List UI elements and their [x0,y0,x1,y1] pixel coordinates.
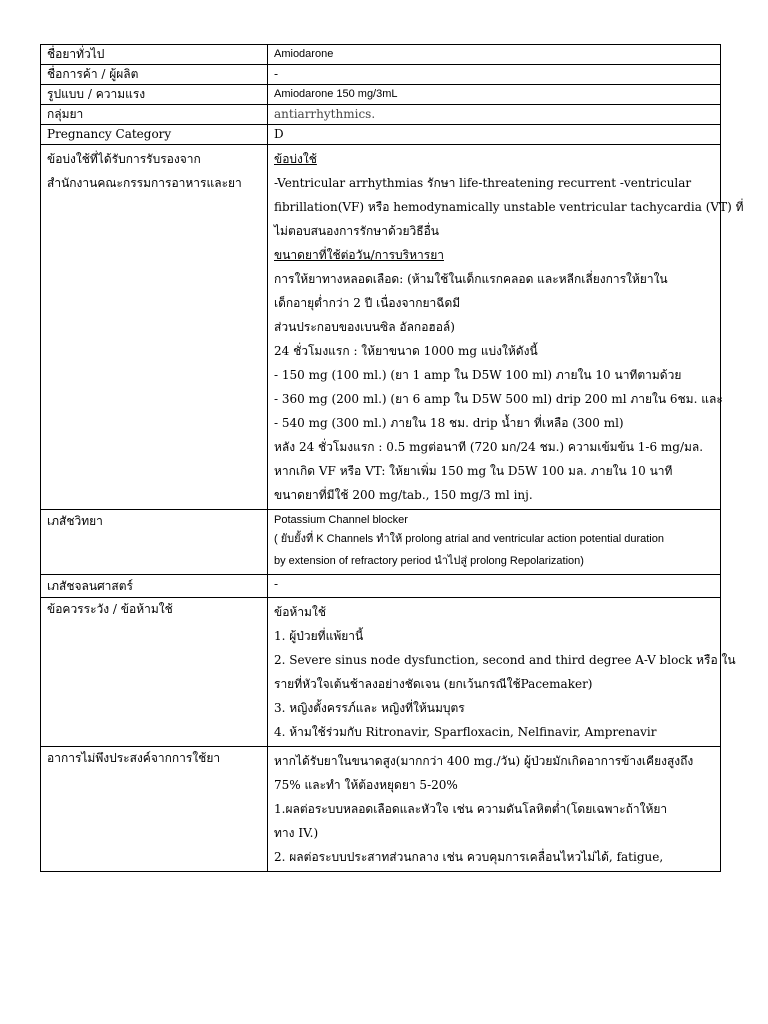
contraindication-line: 4. ห้ามใช้ร่วมกับ Ritronavir, Sparfloxacin, Nelfinavir, Amprenavir [274,725,657,739]
row-pregnancy [41,125,721,145]
dosage-form-value: Amiodarone 150 mg/3mL [268,85,721,105]
pregnancy-label: Pregnancy Category [41,125,268,145]
dose-heading: ขนาดยาที่ใช้ต่อวัน/การบริหารยา [274,248,444,262]
adverse-effect-line: 75% และทำ ให้ต้องหยุดยา 5-20% [274,778,458,792]
contraindications-value [268,598,736,747]
indications-label-line: สำนักงานคณะกรรมการอาหารและยา [47,176,242,190]
trade-name-label: ชื่อการค้า / ผู้ผลิต [41,65,268,85]
dose-line: การให้ยาทางหลอดเลือด: (ห้ามใช้ในเด็กแรกคลอด และหลีกเลี่ยงการให้ยาใน [274,272,668,286]
row-trade-name [41,65,721,85]
contraindication-line: 3. หญิงตั้งครรภ์และ หญิงที่ให้นมบุตร [274,701,465,715]
dose-line: ขนาดยาที่มีใช้ 200 mg/tab., 150 mg/3 ml inj. [274,488,533,502]
contraindication-line: 2. Severe sinus node dysfunction, second and third degree A-V block หรือ ใน [274,653,736,667]
pharmacokinetics-value: - [268,575,721,598]
indications-label [41,145,268,510]
pregnancy-value: D [268,125,721,145]
row-pharmacology [41,510,721,575]
pharmacokinetics-label: เภสัชจลนศาสตร์ [41,575,268,598]
pharmacology-value [268,510,721,575]
dose-line: หลัง 24 ชั่วโมงแรก : 0.5 mgต่อนาที (720 มก/24 ชม.) ความเข้มข้น 1-6 mg/มล. [274,440,704,454]
contraindications-label: ข้อควรระวัง / ข้อห้ามใช้ [41,598,268,747]
indications-value [268,145,744,510]
indications-label-line: ข้อบ่งใช้ที่ได้รับการรับรองจาก [47,152,201,166]
row-generic-name [41,45,721,65]
dosage-form-label: รูปแบบ / ความแรง [41,85,268,105]
adverse-effects-value [268,747,721,872]
adverse-effects-label: อาการไม่พึงประสงค์จากการใช้ยา [41,747,268,872]
adverse-effect-line: หากได้รับยาในขนาดสูง(มากกว่า 400 mg./วัน) ผู้ป่วยมักเกิดอาการข้างเคียงสูงถึง [274,754,694,768]
drug-group-value: antiarrhythmics. [268,105,721,125]
adverse-effect-line: ทาง IV.) [274,826,319,840]
pharmacology-line: ( ยับยั้งที่ K Channels ทำให้ prolong atrial and ventricular action potential duration [274,533,664,545]
row-adverse-effects [41,747,721,872]
drug-info-table [40,44,744,872]
adverse-effect-line: 2. ผลต่อระบบประสาทส่วนกลาง เช่น ควบคุมการเคลื่อนไหวไม่ได้, fatigue, [274,850,664,864]
pharmacology-label: เภสัชวิทยา [41,510,268,575]
contraindication-line: 1. ผู้ป่วยที่แพ้ยานี้ [274,629,364,643]
dose-line: - 540 mg (300 ml.) ภายใน 18 ชม. drip น้ำยา ที่เหลือ (300 ml) [274,416,624,430]
dose-line: - 150 mg (100 ml.) (ยา 1 amp ใน D5W 100 ml) ภายใน 10 นาทีตามด้วย [274,368,682,382]
contraindication-line: รายที่หัวใจเต้นช้าลงอย่างชัดเจน (ยกเว้นกรณีใช้Pacemaker) [274,677,593,691]
dose-line: หากเกิด VF หรือ VT: ให้ยาเพิ่ม 150 mg ใน D5W 100 มล. ภายใน 10 นาที [274,464,673,478]
row-contraindications [41,598,721,747]
indication-line: -Ventricular arrhythmias รักษา life-threatening recurrent -ventricular [274,176,692,190]
adverse-effect-line: 1.ผลต่อระบบหลอดเลือดและหัวใจ เช่น ความดันโลหิตต่ำ(โดยเฉพาะถ้าให้ยา [274,802,668,816]
row-drug-group [41,105,721,125]
drug-group-label: กลุ่มยา [41,105,268,125]
dose-line: ส่วนประกอบของเบนซิล อัลกอฮอล์) [274,320,455,334]
dose-line: - 360 mg (200 ml.) (ยา 6 amp ใน D5W 500 ml) drip 200 ml ภายใน 6ชม. และ [274,392,723,406]
trade-name-value: - [268,65,721,85]
generic-name-value: Amiodarone [268,45,721,65]
row-indications [41,145,721,510]
dose-line: 24 ชั่วโมงแรก : ให้ยาขนาด 1000 mg แบ่งให้ดังนี้ [274,344,538,358]
row-dosage-form [41,85,721,105]
indications-heading: ข้อบ่งใช้ [274,152,317,166]
indication-line: ไม่ตอบสนองการรักษาด้วยวิธีอื่น [274,224,439,238]
drug-monograph-page [40,44,744,872]
indication-line: fibrillation(VF) หรือ hemodynamically unstable ventricular tachycardia (VT) ที่ [274,200,744,214]
generic-name-label: ชื่อยาทั่วไป [41,45,268,65]
pharmacology-line: Potassium Channel blocker [274,514,408,526]
contraindication-line: ข้อห้ามใช้ [274,605,326,619]
row-pharmacokinetics [41,575,721,598]
pharmacology-line: by extension of refractory period นำไปสู่ prolong Repolarization) [274,555,584,567]
dose-line: เด็กอายุต่ำกว่า 2 ปี เนื่องจากยาฉีดมี [274,296,461,310]
